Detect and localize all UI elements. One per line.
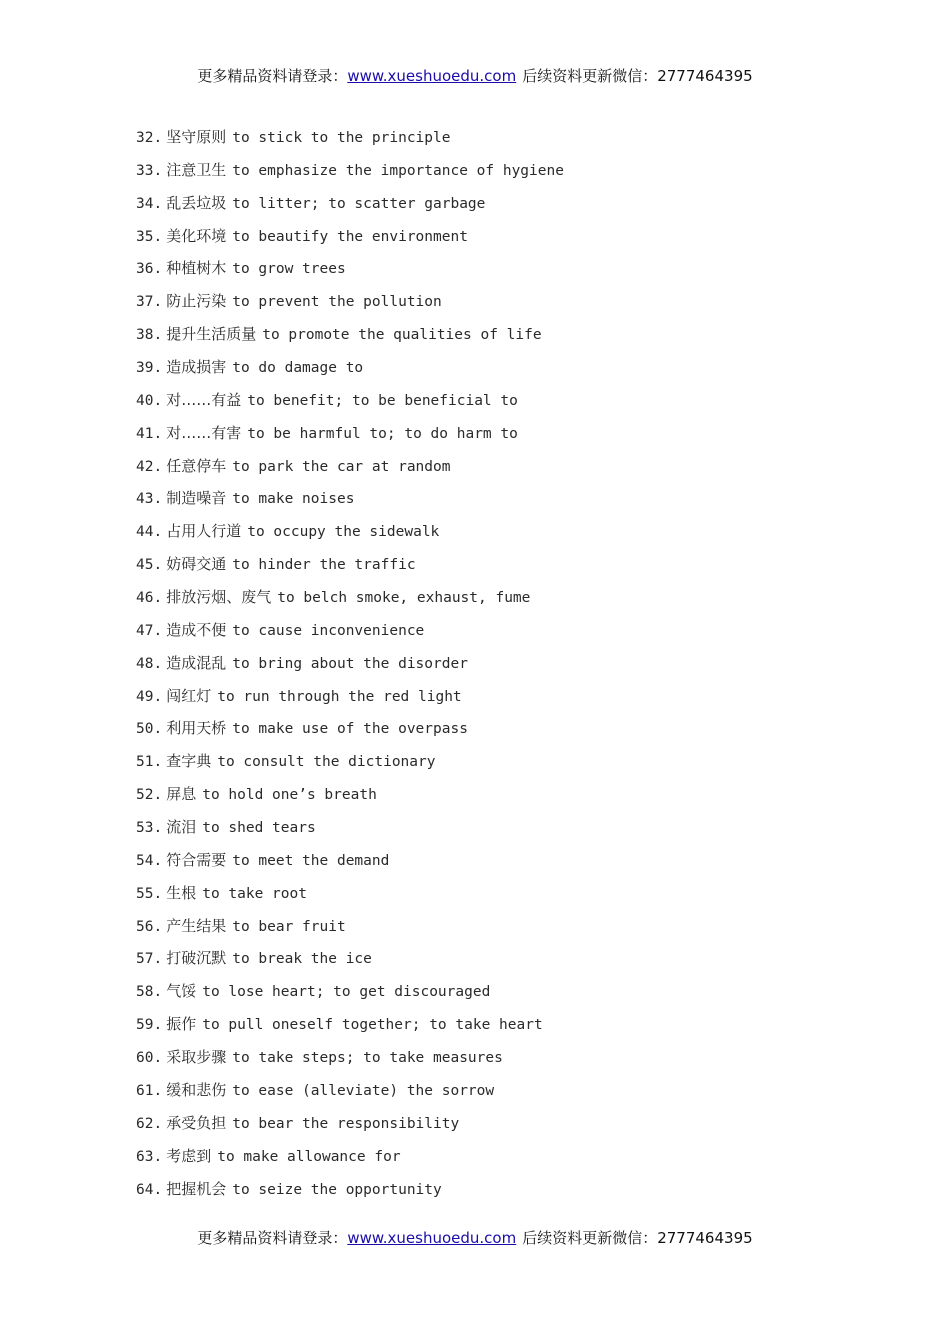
list-item: [136, 552, 856, 585]
phrase-list: [136, 125, 856, 1209]
entry-number: 53.: [136, 820, 163, 837]
entry-chinese: 防止污染: [166, 292, 227, 311]
entry-number: 60.: [136, 1050, 163, 1067]
entry-chinese: 流泪: [166, 818, 197, 837]
entry-chinese: 承受负担: [166, 1113, 227, 1132]
list-item: [136, 914, 856, 947]
entry-chinese: 对……有益: [166, 390, 242, 409]
entry-number: 45.: [136, 557, 163, 574]
header-suffix: 后续资料更新微信：2777464395: [522, 67, 753, 85]
list-item: [136, 815, 856, 848]
entry-english: to grow trees: [232, 261, 346, 278]
entry-chinese: 坚守原则: [166, 128, 227, 146]
list-item: [136, 158, 856, 191]
entry-english: to hinder the traffic: [232, 557, 416, 574]
entry-chinese: 种植树木: [166, 259, 227, 278]
entry-number: 39.: [136, 360, 163, 377]
footer-suffix: 后续资料更新微信：2777464395: [522, 1229, 753, 1247]
entry-english: to run through the red light: [217, 688, 462, 705]
entry-chinese: 采取步骤: [166, 1048, 227, 1067]
list-item: [136, 486, 856, 519]
entry-chinese: 屏息: [166, 785, 197, 804]
entry-number: 41.: [136, 425, 163, 442]
entry-chinese: 占用人行道: [166, 522, 242, 541]
entry-chinese: 妨碍交通: [166, 555, 227, 574]
entry-chinese: 查字典: [166, 752, 212, 771]
entry-number: 55.: [136, 885, 163, 902]
entry-english: to beautify the environment: [232, 228, 468, 245]
entry-english: to prevent the pollution: [232, 294, 442, 311]
entry-number: 35.: [136, 228, 163, 245]
list-item: [136, 1078, 856, 1111]
list-item: [136, 191, 856, 224]
list-item: [136, 1111, 856, 1144]
entry-english: to seize the opportunity: [232, 1181, 442, 1198]
entry-chinese: 造成混乱: [166, 653, 227, 672]
list-item: [136, 454, 856, 487]
entry-english: to be harmful to; to do harm to: [247, 425, 518, 442]
entry-chinese: 美化环境: [166, 226, 227, 245]
entry-number: 34.: [136, 195, 163, 212]
list-item: [136, 519, 856, 552]
entry-number: 42.: [136, 458, 163, 475]
entry-english: to take root: [202, 885, 307, 902]
entry-english: to consult the dictionary: [217, 754, 436, 771]
list-item: [136, 224, 856, 257]
list-item: [136, 946, 856, 979]
entry-chinese: 利用天桥: [166, 719, 227, 738]
entry-chinese: 打破沉默: [166, 949, 227, 968]
entry-chinese: 考虑到: [166, 1146, 212, 1165]
list-item: [136, 782, 856, 815]
list-item: [136, 651, 856, 684]
entry-number: 32.: [136, 130, 163, 146]
list-item: [136, 585, 856, 618]
entry-english: to bear fruit: [232, 918, 346, 935]
entry-chinese: 振作: [166, 1015, 197, 1034]
entry-english: to pull oneself together; to take heart: [202, 1017, 543, 1034]
entry-english: to do damage to: [232, 360, 364, 377]
header-prefix: 更多精品资料请登录：: [197, 67, 348, 85]
entry-number: 59.: [136, 1017, 163, 1034]
header-website-link[interactable]: www.xueshuoedu.com: [347, 67, 517, 85]
entry-number: 48.: [136, 655, 163, 672]
list-item: [136, 125, 856, 158]
entry-number: 61.: [136, 1082, 163, 1099]
list-item: [136, 256, 856, 289]
entry-english: to bring about the disorder: [232, 655, 468, 672]
entry-english: to emphasize the importance of hygiene: [232, 162, 564, 179]
entry-english: to make allowance for: [217, 1148, 401, 1165]
list-item: [136, 1144, 856, 1177]
entry-number: 37.: [136, 294, 163, 311]
entry-chinese: 闯红灯: [166, 686, 212, 705]
list-item: [136, 1012, 856, 1045]
footer-prefix: 更多精品资料请登录：: [197, 1229, 348, 1247]
entry-english: to park the car at random: [232, 458, 451, 475]
page-footer: [0, 1228, 950, 1248]
entry-chinese: 提升生活质量: [166, 325, 257, 344]
list-item: [136, 618, 856, 651]
entry-chinese: 任意停车: [166, 456, 227, 475]
entry-english: to meet the demand: [232, 852, 390, 869]
entry-english: to take steps; to take measures: [232, 1050, 503, 1067]
entry-number: 63.: [136, 1148, 163, 1165]
entry-number: 38.: [136, 327, 163, 344]
entry-chinese: 气馁: [166, 982, 197, 1001]
list-item: [136, 881, 856, 914]
entry-english: to occupy the sidewalk: [247, 524, 440, 541]
entry-english: to hold one’s breath: [202, 787, 377, 804]
list-item: [136, 388, 856, 421]
entry-number: 44.: [136, 524, 163, 541]
entry-number: 57.: [136, 951, 163, 968]
entry-number: 62.: [136, 1115, 163, 1132]
entry-chinese: 缓和悲伤: [166, 1080, 227, 1099]
entry-number: 58.: [136, 984, 163, 1001]
list-item: [136, 322, 856, 355]
entry-english: to promote the qualities of life: [262, 327, 542, 344]
footer-website-link[interactable]: www.xueshuoedu.com: [347, 1229, 517, 1247]
entry-number: 43.: [136, 491, 163, 508]
entry-english: to make noises: [232, 491, 355, 508]
entry-number: 64.: [136, 1181, 163, 1198]
entry-chinese: 符合需要: [166, 850, 227, 869]
entry-english: to lose heart; to get discouraged: [202, 984, 491, 1001]
entry-number: 49.: [136, 688, 163, 705]
entry-english: to break the ice: [232, 951, 372, 968]
list-item: [136, 355, 856, 388]
list-item: [136, 421, 856, 454]
entry-number: 54.: [136, 852, 163, 869]
entry-chinese: 生根: [166, 883, 197, 902]
list-item: [136, 716, 856, 749]
entry-english: to make use of the overpass: [232, 721, 468, 738]
entry-english: to benefit; to be beneficial to: [247, 392, 518, 409]
entry-number: 51.: [136, 754, 163, 771]
entry-chinese: 排放污烟、废气: [166, 588, 272, 607]
entry-chinese: 造成不便: [166, 620, 227, 639]
entry-english: to shed tears: [202, 820, 316, 837]
list-item: [136, 1177, 856, 1210]
entry-english: to stick to the principle: [232, 130, 451, 146]
entry-english: to litter; to scatter garbage: [232, 195, 486, 212]
entry-number: 50.: [136, 721, 163, 738]
entry-number: 46.: [136, 590, 163, 607]
entry-chinese: 把握机会: [166, 1179, 227, 1198]
entry-number: 33.: [136, 162, 163, 179]
entry-chinese: 产生结果: [166, 916, 227, 935]
entry-chinese: 制造噪音: [166, 489, 227, 508]
entry-number: 40.: [136, 392, 163, 409]
list-item: [136, 684, 856, 717]
entry-english: to bear the responsibility: [232, 1115, 460, 1132]
list-item: [136, 749, 856, 782]
entry-number: 47.: [136, 622, 163, 639]
entry-number: 52.: [136, 787, 163, 804]
entry-chinese: 对……有害: [166, 423, 242, 442]
entry-number: 36.: [136, 261, 163, 278]
entry-english: to cause inconvenience: [232, 622, 425, 639]
entry-english: to belch smoke, exhaust, fume: [277, 590, 531, 607]
entry-chinese: 乱丢垃圾: [166, 193, 227, 212]
entry-english: to ease (alleviate) the sorrow: [232, 1082, 495, 1099]
list-item: [136, 848, 856, 881]
list-item: [136, 1045, 856, 1078]
list-item: [136, 979, 856, 1012]
list-item: [136, 289, 856, 322]
page-header: [0, 66, 950, 86]
entry-number: 56.: [136, 918, 163, 935]
entry-chinese: 注意卫生: [166, 160, 227, 179]
entry-chinese: 造成损害: [166, 358, 227, 377]
